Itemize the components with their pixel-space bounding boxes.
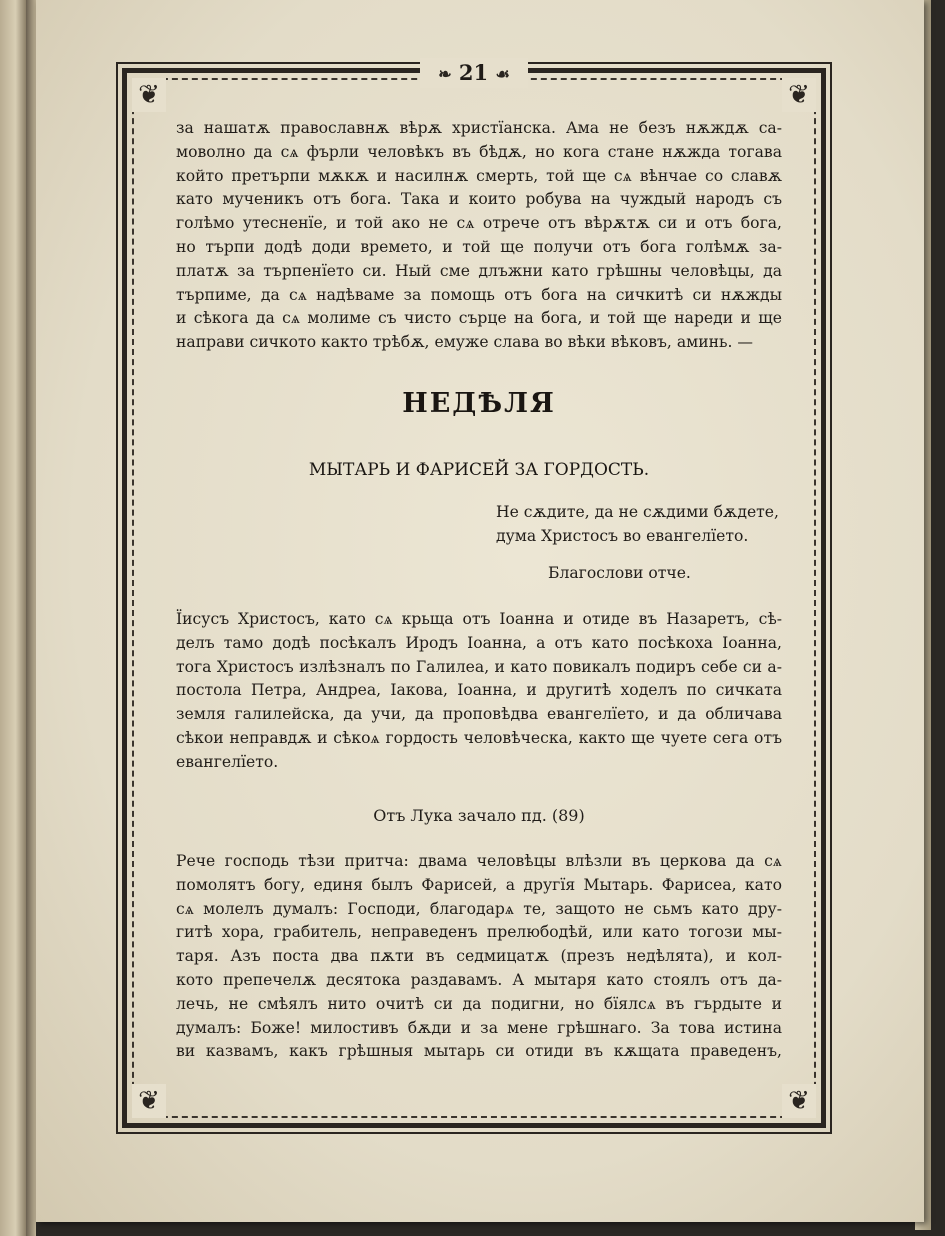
corner-flourish-icon: ❦ [782, 1084, 816, 1118]
text-line: като мученикъ отъ бога. Така и които робува на чуждый народъ съ [176, 190, 782, 209]
text-line: тога Христосъ излѣзналъ по Галилеа, и като повикалъ подиръ себе си а- [176, 657, 782, 676]
text-line: но търпи додѣ доди времето, и той ще получи отъ бога голѣмѫ за- [176, 237, 782, 256]
section-subtitle: МЫТАРЬ И ФАРИСЕЙ ЗА ГОРДОСТЬ. [308, 460, 650, 480]
text-line: моволно да сѧ фърли человѣкъ въ бѣдѫ, но кога стане нѫжда тогава [176, 142, 782, 161]
text-line: търпиме, да сѧ надѣваме за помощь отъ бога на сичкитѣ си нѫжды [176, 285, 782, 304]
text-line: за нашатѫ православнѫ вѣрѫ христїанска. Ама не безъ нѫждѫ са- [176, 119, 782, 137]
text-line: делъ тамо додѣ посѣкалъ Иродъ Іоанна, а отъ като посѣкоха Іоанна, [176, 633, 782, 652]
paragraph-bottom [176, 850, 782, 1064]
epigraph [496, 500, 786, 548]
text-line: Їисусъ Христосъ, като сѧ крьща отъ Іоанна и отиде въ Назаретъ, сѣ- [176, 610, 782, 628]
corner-flourish-icon: ❦ [132, 1084, 166, 1118]
text-line: ви казвамъ, какъ грѣшныя мытарь си отиди въ кѫщата праведенъ, [176, 1042, 782, 1061]
text-line: и сѣкога да сѧ молиме съ чисто сърце на бога, и той ще нареди и ще [176, 309, 782, 328]
text-line: земля галилейска, да учи, да проповѣдва евангелїето, и да обличава [176, 705, 782, 724]
text-line: сѧ молелъ думалъ: Господи, благодарѧ те, защото не сьмъ като дру- [176, 899, 782, 918]
blessing-line: Благослови отче. [548, 564, 691, 582]
text-line: сѣкои неправдѫ и сѣкоѧ гордость человѣческа, както ще чуете сега отъ [176, 728, 782, 747]
text-line: Рече господь тѣзи притча: двама человѣцы влѣзли въ церкова да сѧ [176, 852, 782, 870]
text-line: евангелїето. [176, 752, 279, 771]
text-line: направи сичкото както трѣбѫ, емуже слава во вѣки вѣковъ, аминь. — [176, 333, 754, 352]
text-line: платѫ за търпенїето си. Ный сме длъжни като грѣшны человѣцы, да [176, 261, 782, 280]
left-page-edge [0, 0, 26, 1236]
paragraph-middle [176, 608, 782, 775]
corner-flourish-icon: ❦ [782, 78, 816, 112]
text-line: голѣмо утесненїе, и той ако не сѧ отрече отъ вѣрѫтѫ си и отъ бога, [176, 214, 782, 233]
corner-flourish-icon: ❦ [132, 78, 166, 112]
text-line: помолятъ богу, единя былъ Фарисей, а другїя Мытарь. Фарисеа, като [176, 875, 782, 894]
page-number-block [420, 58, 528, 88]
paragraph-top [176, 117, 782, 355]
text-line: който претърпи мѫкѫ и насилнѫ смерть, той ще сѧ вѣнчае со славѫ [176, 166, 782, 185]
leaf-ornament-icon: ❧ [438, 64, 452, 84]
leaf-ornament-icon: ☙ [495, 64, 510, 84]
text-line: лечь, не смѣялъ нито очитѣ си да подигни, но бїялсѧ въ гърдыте и [176, 994, 782, 1013]
text-line: таря. Азъ поста два пѫти въ седмицатѫ (презъ недѣлята), и кол- [176, 947, 782, 966]
book-spine [26, 0, 36, 1236]
epigraph-line: Не сѫдите, да не сѫдими бѫдете, [496, 503, 779, 521]
epigraph-line: дума Христосъ во евангелїето. [496, 527, 749, 545]
page-number: 21 [458, 60, 489, 85]
text-line: кото препечелѫ десятока раздавамъ. А мытаря като стоялъ отъ да- [176, 970, 782, 989]
text-line: думалъ: Боже! милостивъ бѫди и за мене грѣшнаго. За това истина [176, 1018, 782, 1037]
text-line: гитѣ хора, грабитель, неправеденъ прелюбодѣй, или като тогози мы- [176, 923, 782, 942]
reading-heading: Отъ Лука зачало пд. (89) [373, 806, 585, 825]
text-line: постола Петра, Андреа, Іакова, Іоанна, и другитѣ ходелъ по сичката [176, 681, 782, 700]
section-title: НЕДѢЛЯ [402, 388, 556, 419]
